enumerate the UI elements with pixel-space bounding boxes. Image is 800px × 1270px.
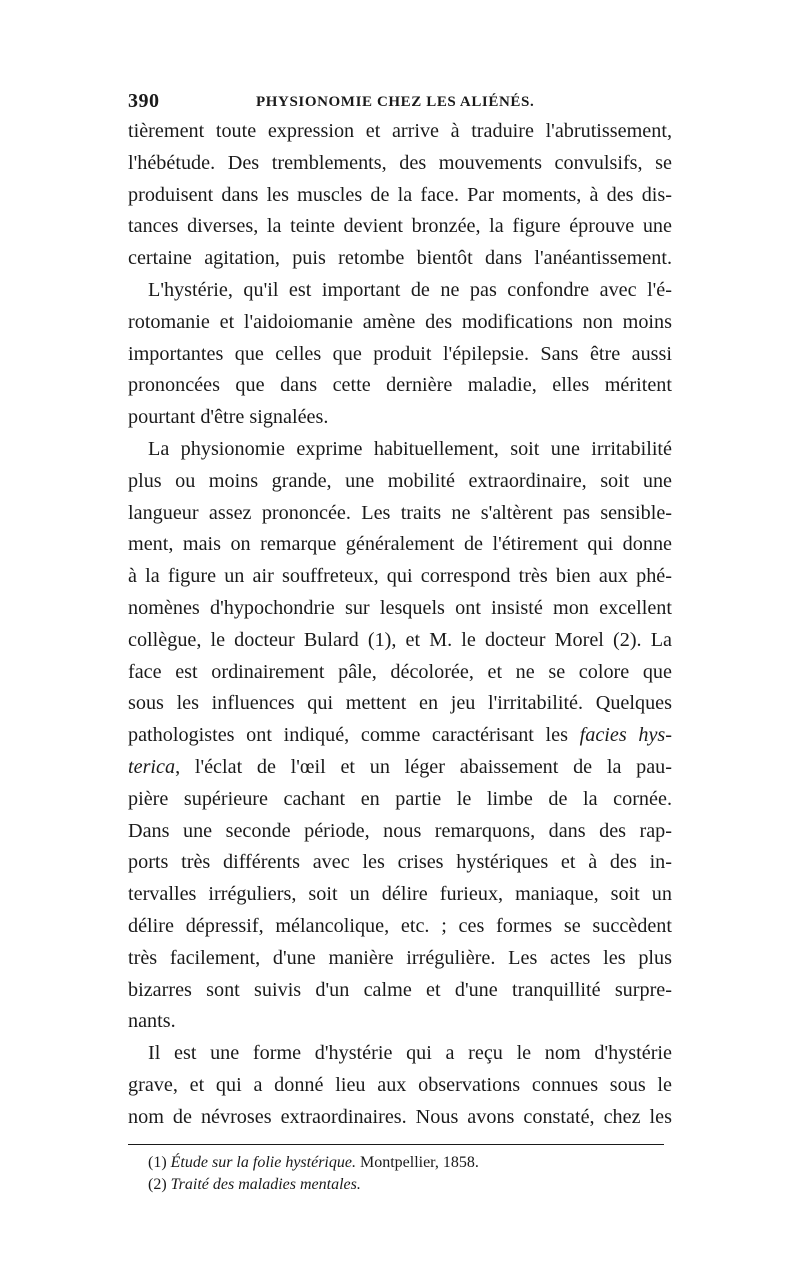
footnote-number: (2) <box>148 1175 167 1193</box>
text-line: L'hystérie, qu'il est important de ne pas confondre avec l'é- <box>148 278 672 301</box>
text-line: nants. <box>128 1010 176 1033</box>
text-line: tances diverses, la teinte devient bronzée, la figure éprouve une <box>128 215 672 238</box>
running-title: PHYSIONOMIE CHEZ LES ALIÉNÉS. <box>256 94 535 110</box>
text-line: Dans une seconde période, nous remarquons, dans des rap- <box>128 819 672 842</box>
text-line <box>128 752 672 784</box>
text-segment: pathologistes ont indiqué, comme caractérisant les <box>128 724 580 747</box>
text-line: ment, mais on remarque généralement de l'étirement qui donne <box>128 533 672 556</box>
text-line: grave, et qui a donné lieu aux observations connues sous le <box>128 1073 672 1096</box>
footnote <box>128 1174 672 1196</box>
text-line: très facilement, d'une manière irrégulière. Les actes les plus <box>128 946 672 969</box>
footnotes <box>128 1152 672 1196</box>
text-line: collègue, le docteur Bulard (1), et M. le docteur Morel (2). La <box>128 628 672 651</box>
text-line: tièrement toute expression et arrive à traduire l'abrutissement, <box>128 120 672 142</box>
text-line: nom de névroses extraordinaires. Nous avons constaté, chez les <box>128 1105 672 1128</box>
page-header <box>128 88 672 122</box>
italic-term: terica <box>128 755 176 778</box>
text-line: tervalles irréguliers, soit un délire furieux, maniaque, soit un <box>128 883 672 906</box>
text-line: sous les influences qui mettent en jeu l'irritabilité. Quelques <box>128 692 672 715</box>
footnote <box>128 1152 672 1174</box>
text-line: langueur assez prononcée. Les traits ne s'altèrent pas sensible- <box>128 501 672 524</box>
footnote-title: Traité des maladies mentales. <box>170 1175 361 1193</box>
text-line: pourtant d'être signalées. <box>128 406 329 429</box>
book-page <box>128 88 672 1196</box>
text-line: délire dépressif, mélancolique, etc. ; ces formes se succèdent <box>128 914 672 937</box>
text-line: à la figure un air souffreteux, qui correspond très bien aux phé- <box>128 565 672 588</box>
italic-term: facies hys- <box>579 724 672 747</box>
text-line: ports très différents avec les crises hystériques et à des in- <box>128 851 672 874</box>
text-line: La physionomie exprime habituellement, soit une irritabilité <box>148 437 672 460</box>
text-segment: , l'éclat de l'œil et un léger abaissement de la pau- <box>175 755 672 778</box>
text-line: pière supérieure cachant en partie le limbe de la cornée. <box>128 787 672 810</box>
text-line: bizarres sont suivis d'un calme et d'une tranquillité surpre- <box>128 978 672 1001</box>
text-line: face est ordinairement pâle, décolorée, et ne se colore que <box>128 660 672 683</box>
page-number: 390 <box>128 90 160 112</box>
text-line: Il est une forme d'hystérie qui a reçu le nom d'hystérie <box>148 1042 672 1065</box>
text-line: produisent dans les muscles de la face. Par moments, à des dis- <box>128 183 672 206</box>
text-line: prononcées que dans cette dernière maladie, elles méritent <box>128 374 672 397</box>
text-line: l'hébétude. Des tremblements, des mouvements convulsifs, se <box>128 151 672 174</box>
footnote-rule <box>128 1144 664 1145</box>
footnote-title: Étude sur la folie hystérique. <box>170 1153 356 1171</box>
text-line: nomènes d'hypochondrie sur lesquels ont insisté mon excellent <box>128 596 672 619</box>
text-line <box>128 720 672 752</box>
footnote-number: (1) <box>148 1153 167 1171</box>
footnote-detail: Montpellier, 1858. <box>355 1153 479 1171</box>
text-line: plus ou moins grande, une mobilité extraordinaire, soit une <box>128 469 672 492</box>
text-line: rotomanie et l'aidoiomanie amène des modifications non moins <box>128 310 672 333</box>
body-text <box>128 116 672 1134</box>
text-line: importantes que celles que produit l'épilepsie. Sans être aussi <box>128 342 672 365</box>
text-line: certaine agitation, puis retombe bientôt dans l'anéantissement. <box>128 247 672 270</box>
